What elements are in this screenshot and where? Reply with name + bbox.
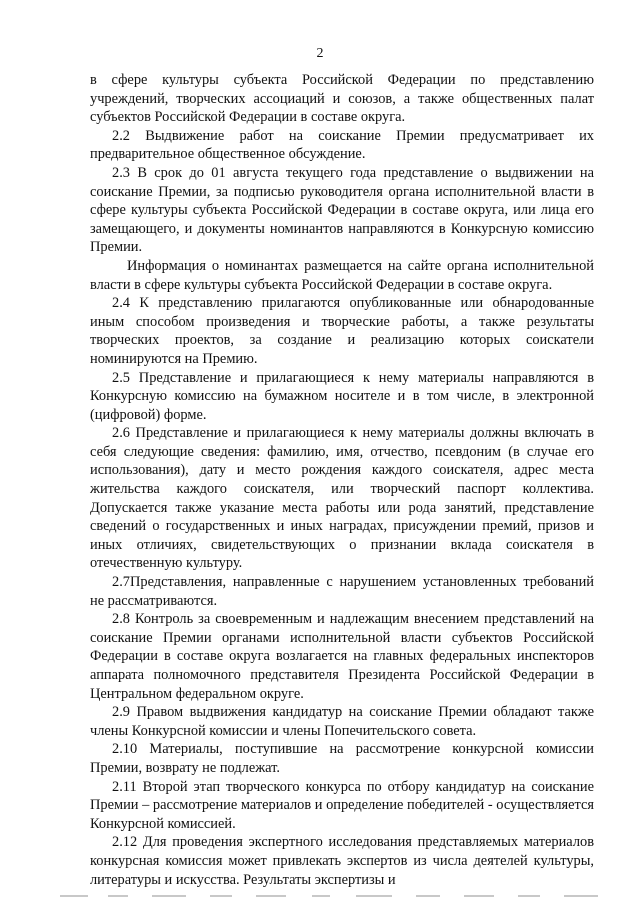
scan-edge-marks [60, 893, 620, 899]
paragraph-2-6: 2.6 Представление и прилагающиеся к нему материалы должны включать в себя следующие сведения: фамилию, имя, отчество, псевдоним (в случае его использования), дату и место рождения каждого соискателя, адрес места жительства каждого соискателя, или творческий паспорт коллектива. Допускается также указание места работы или рода занятий, представление сведений о государственных и иных наградах, присуждении премий, призов и иных отличиях, свидетельствующих о признании вклада соискателя в отечественную культуру. [90, 425, 594, 572]
paragraph-nominee-info: Информация о номинантах размещается на сайте органа исполнительной власти в сфере культуры субъекта Российской Федерации в составе округа. [90, 257, 594, 293]
paragraph-2-5: 2.5 Представление и прилагающиеся к нему материалы направляются в Конкурсную комиссию на бумажном носителе и в том числе, в электронной (цифровой) форме. [90, 369, 594, 423]
paragraph-2-7: 2.7Представления, направленные с нарушением установленных требований не рассматриваются. [90, 574, 594, 609]
paragraph-2-4: 2.4 К представлению прилагаются опубликованные или обнародованные иным способом произведения и творческие работы, а также результаты творческих проектов, за создание и реализацию которых соискатели номинируются на Премию. [90, 295, 594, 367]
paragraph-2-8: 2.8 Контроль за своевременным и надлежащим внесением представлений на соискание Премии органами исполнительной власти субъектов Российской Федерации в составе округа возлагается на главных федеральных инспекторов аппарата полномочного представителя Президента Российской Федерации в Центральном федеральном округе. [90, 611, 594, 702]
paragraph-2-11: 2.11 Второй этап творческого конкурса по отбору кандидатур на соискание Премии – рассмотрение материалов и определение победителей - осуществляется Конкурсной комиссией. [90, 778, 594, 832]
paragraph-2-9: 2.9 Правом выдвижения кандидатур на соискание Премии обладают также члены Конкурсной комиссии и члены Попечительского совета. [90, 704, 594, 739]
paragraph-2-10: 2.10 Материалы, поступившие на рассмотрение конкурсной комиссии Премии, возврату не подлежат. [90, 741, 594, 776]
paragraph-2-12: 2.12 Для проведения экспертного исследования представляемых материалов конкурсная комиссия может привлекать экспертов из числа деятелей культуры, литературы и искусства. Результаты экспертизы и [90, 834, 594, 888]
paragraph-2-2: 2.2 Выдвижение работ на соискание Премии предусматривает их предварительное общественное обсуждение. [90, 127, 594, 163]
document-body [90, 71, 594, 889]
page-number: 2 [316, 46, 324, 61]
paragraph-2-3: 2.3 В срок до 01 августа текущего года представление о выдвижении на соискание Премии, за подписью руководителя органа исполнительной власти в сфере культуры субъекта Российской Федерации в составе округа, или лица его замещающего, и документы номинантов направляются в Конкурсную комиссию Премии. [90, 164, 594, 256]
paragraph-continuation: в сфере культуры субъекта Российской Федерации по представлению учреждений, творческих ассоциаций и союзов, а также общественных палат субъектов Российской Федерации в составе округа. [90, 72, 594, 126]
